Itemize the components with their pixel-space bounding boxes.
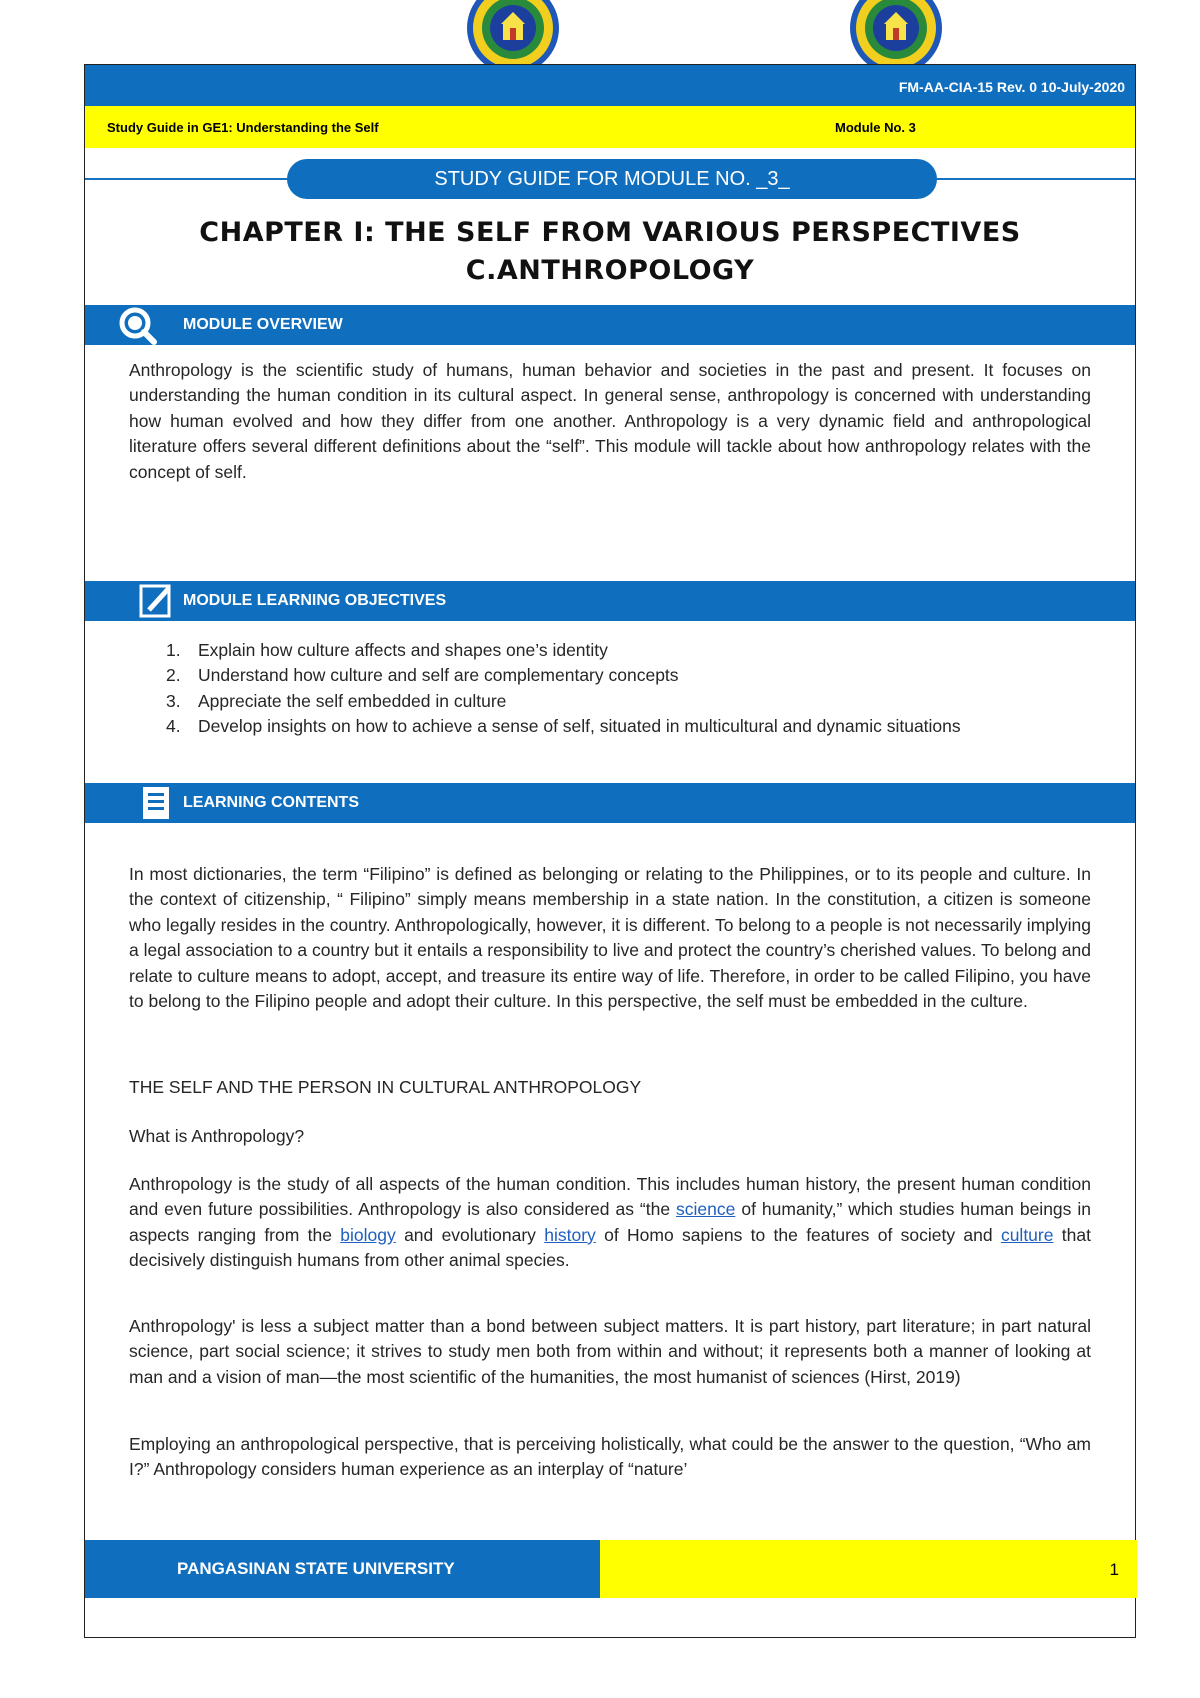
- form-code: FM-AA-CIA-15 Rev. 0 10-July-2020: [898, 79, 1125, 95]
- hirst-quote-paragraph: Anthropology' is less a subject matter than a bond between subject matters. It is part history, part literature; in part natural science, part social science; it strives to study men both from within and without; it represents both a manner of looking at man and a vision of man—the most scientific of the humanities, the most humanist of sciences (Hirst, 2019): [129, 1316, 1091, 1387]
- magnifier-icon: [117, 305, 177, 345]
- page-number: 1: [1109, 1560, 1119, 1579]
- question-line: What is Anthropology?: [129, 1126, 305, 1146]
- document-icon: [117, 783, 177, 823]
- footer-yellow-block: [600, 1540, 1137, 1598]
- biology-link[interactable]: biology: [340, 1224, 396, 1245]
- course-title: Study Guide in GE1: Understanding the Self: [107, 120, 379, 135]
- overview-paragraph: Anthropology is the scientific study of humans, human behavior and societies in the past and present. It focuses on understanding the human condition in its cultural aspect. In general sense, anthropology is concerned with understanding how human evolved and how they differ from one another. Anthropology is a very dynamic field and anthropological literature offers several different definitions about the “self”. This module will tackle about how anthropology relates with the concept of self.: [129, 360, 1091, 482]
- list-item: 4. Develop insights on how to achieve a sense of self, situated in multicultural and dynamic situations: [166, 716, 961, 737]
- module-overview-header: [85, 305, 1135, 345]
- chapter-title-line2: C.ANTHROPOLOGY: [465, 255, 755, 286]
- study-guide-banner: STUDY GUIDE FOR MODULE NO. _3_: [287, 159, 937, 199]
- document-page: [84, 64, 1136, 1638]
- learning-objectives-header: [85, 581, 1135, 621]
- module-overview-heading: MODULE OVERVIEW: [183, 316, 343, 333]
- header-yellow-bar: [85, 106, 1135, 148]
- list-item: 2. Understand how culture and self are complementary concepts: [166, 665, 679, 686]
- header-blue-bar: [85, 65, 1135, 106]
- chapter-title: [85, 214, 1135, 290]
- pencil-square-icon: [117, 581, 177, 621]
- science-link[interactable]: science: [676, 1199, 736, 1220]
- filipino-paragraph: In most dictionaries, the term “Filipino” is defined as belonging or relating to the Philippines, or to its people and culture. In the context of citizenship, “ Filipino” simply means membership in a state nation. In the constitution, a citizen is someone who legally resides in the country. Anthropologically, however, it is different. To belong to a people is not necessarily implying a legal association to a country but it entails a responsibility to live and protect the country’s cherished values. To belong and relate to culture means to adopt, accept, and treasure its entire way of life. Therefore, in order to be called Filipino, you have to belong to the Filipino people and adopt their culture. In this perspective, the self must be embedded in the culture.: [129, 864, 1091, 1012]
- culture-link[interactable]: culture: [1000, 1224, 1054, 1245]
- university-name: PANGASINAN STATE UNIVERSITY: [177, 1559, 455, 1578]
- chapter-title-line1: CHAPTER I: THE SELF FROM VARIOUS PERSPECTIVES: [199, 217, 1021, 248]
- list-item: 1. Explain how culture affects and shapes one’s identity: [166, 640, 608, 660]
- history-link[interactable]: history: [544, 1224, 596, 1245]
- anthropology-definition-paragraph: Anthropology is the study of all aspects of the human condition. This includes human history, the present human condition and even future possibilities. Anthropology is also considered as “the science of humanity,” which studies human beings in aspects ranging from the biology and evolutionary history of Homo sapiens to the features of society and culture that decisively distinguish humans from other animal species.: [129, 1174, 1091, 1271]
- learning-contents-heading: LEARNING CONTENTS: [183, 794, 359, 811]
- objectives-list: [129, 638, 1089, 740]
- footer-blue-block: [85, 1540, 600, 1598]
- learning-objectives-heading: MODULE LEARNING OBJECTIVES: [183, 592, 447, 609]
- module-number: Module No. 3: [835, 120, 916, 135]
- section-subheading: THE SELF AND THE PERSON IN CULTURAL ANTHROPOLOGY: [129, 1077, 642, 1097]
- page-footer: [85, 1540, 1135, 1598]
- learning-contents-header: [85, 783, 1135, 823]
- perspective-paragraph: Employing an anthropological perspective, that is perceiving holistically, what could be the answer to the question, “Who am I?” Anthropology considers human experience as an interplay of “nature’: [129, 1434, 1091, 1480]
- list-item: 3. Appreciate the self embedded in culture: [166, 690, 507, 711]
